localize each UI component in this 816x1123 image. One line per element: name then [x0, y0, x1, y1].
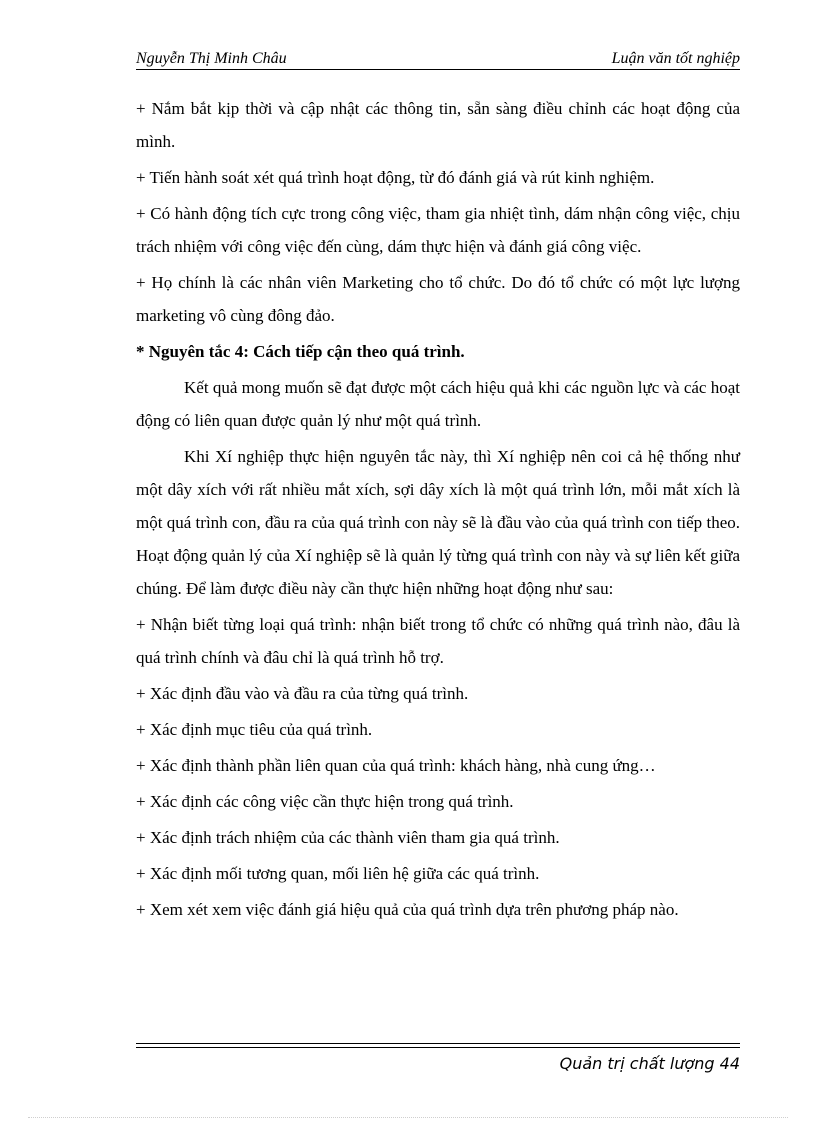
header-title: Luận văn tốt nghiệp: [611, 50, 740, 67]
paragraph: + Họ chính là các nhân viên Marketing cho tổ chức. Do đó tổ chức có một lực lượng marketing vô cùng đông đảo.: [136, 273, 740, 325]
paragraph: + Nhận biết từng loại quá trình: nhận biết trong tổ chức có những quá trình nào, đâu là quá trình chính và đâu chỉ là quá trình hỗ trợ.: [136, 615, 740, 667]
footer-page-info: Quản trị chất lượng 44: [559, 1054, 740, 1073]
paragraph: + Xác định các công việc cần thực hiện trong quá trình.: [136, 792, 514, 811]
page-edge-divider: [28, 1117, 788, 1118]
paragraph: Kết quả mong muốn sẽ đạt được một cách hiệu quả khi các nguồn lực và các hoạt động có liên quan được quản lý như một quá trình.: [136, 378, 740, 430]
paragraph: + Xác định thành phần liên quan của quá trình: khách hàng, nhà cung ứng…: [136, 756, 656, 775]
paragraph: + Xem xét xem việc đánh giá hiệu quả của quá trình dựa trên phương pháp nào.: [136, 900, 679, 919]
footer-rule: [136, 1043, 740, 1044]
paragraph: + Xác định mối tương quan, mối liên hệ giữa các quá trình.: [136, 864, 540, 883]
page-header: [136, 48, 740, 72]
paragraph: + Xác định đầu vào và đầu ra của từng quá trình.: [136, 684, 469, 703]
paragraph: + Tiến hành soát xét quá trình hoạt động, từ đó đánh giá và rút kinh nghiệm.: [136, 168, 655, 187]
page-footer: [136, 1043, 740, 1073]
page-body: [136, 92, 740, 929]
paragraph: Khi Xí nghiệp thực hiện nguyên tắc này, thì Xí nghiệp nên coi cả hệ thống như một dây xích với rất nhiều mắt xích, sợi dây xích là một quá trình lớn, mỗi mắt xích là một quá trình con, đầu ra của quá trình con này sẽ là đầu vào của quá trình con tiếp theo. Hoạt động quản lý của Xí nghiệp sẽ là quản lý từng quá trình con này và sự liên kết giữa chúng. Để làm được điều này cần thực hiện những hoạt động như sau:: [136, 447, 740, 598]
footer-rule: [136, 1047, 740, 1048]
header-rule: [136, 69, 740, 70]
section-heading: * Nguyên tắc 4: Cách tiếp cận theo quá trình.: [136, 342, 465, 361]
paragraph: + Nắm bắt kịp thời và cập nhật các thông tin, sẵn sàng điều chỉnh các hoạt động của mình.: [136, 99, 740, 151]
paragraph: + Có hành động tích cực trong công việc, tham gia nhiệt tình, dám nhận công việc, chịu trách nhiệm với công việc đến cùng, dám thực hiện và đánh giá công việc.: [136, 204, 740, 256]
header-author: Nguyễn Thị Minh Châu: [136, 50, 287, 67]
paragraph: + Xác định mục tiêu của quá trình.: [136, 720, 373, 739]
paragraph: + Xác định trách nhiệm của các thành viên tham gia quá trình.: [136, 828, 560, 847]
